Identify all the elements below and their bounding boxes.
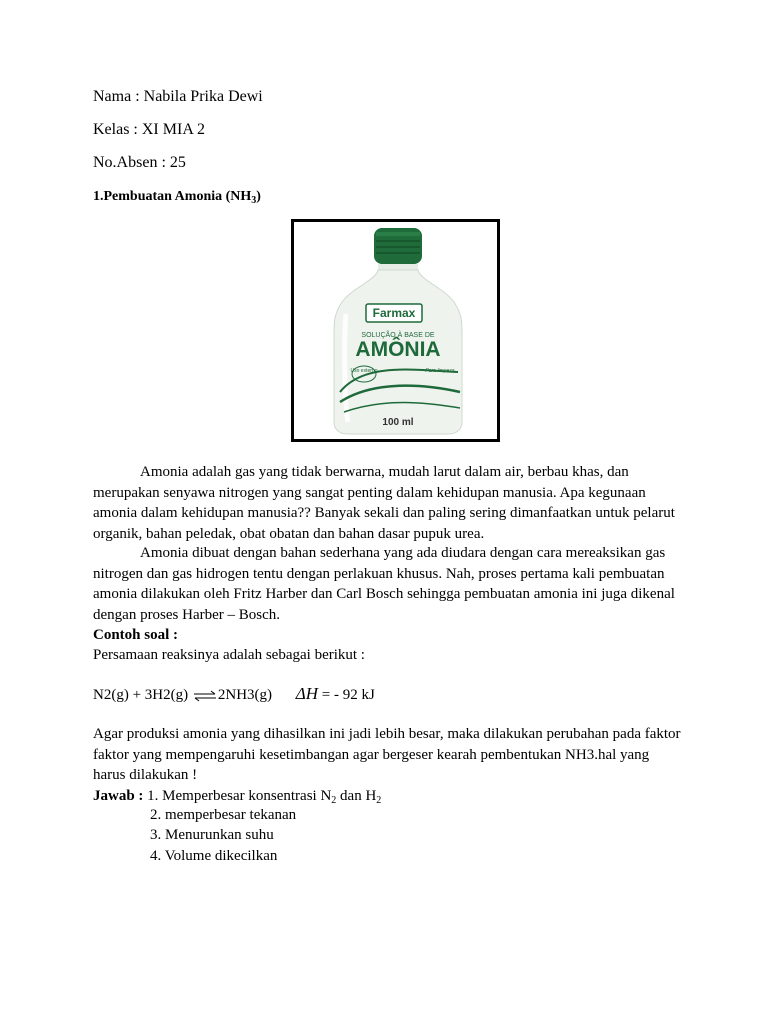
product-name: AMÔNIA [355,338,441,361]
section-title-close: ) [256,189,261,204]
equation-products: 2NH3(g) [217,687,273,703]
jawab-label: Jawab : [93,788,144,804]
section-title [93,187,261,211]
delta-h-symbol: ΔH [295,684,319,703]
student-class: Kelas : XI MIA 2 [93,121,205,138]
reaction-equation [93,684,375,705]
brand-text: Farmax [372,306,416,320]
ammonia-bottle-figure [291,219,500,442]
jawab-first-mid: dan H [336,788,377,804]
answer-item: 3. Menurunkan suhu [150,827,274,844]
ammonia-bottle-image [294,222,497,439]
usage-note: Para limpeza [425,368,455,374]
usage-badge: Uso externo [350,368,378,374]
jawab-first-text: 1. Memperbesar konsentrasi N [143,788,332,804]
equilibrium-arrows-icon [193,690,217,702]
volume-label: 100 ml [382,417,414,428]
delta-h-value: = - 92 kJ [318,687,375,703]
section-title-subscript: 3 [251,195,257,206]
product-subtitle: SOLUÇÃO À BASE DE [361,332,435,339]
paragraph-1: Amonia adalah gas yang tidak berwarna, mudah larut dalam air, berbau khas, dan merupakan senyawa nitrogen yang sangat penting dalam kehidupan manusia. Apa kegunaan amonia dalam kehidupan manusia?? Banyak sekali dan paling sering dimanfaatkan untuk pelarut organik, bahan peledak, obat obatan dan bahan dasar pupuk urea. [93,464,675,542]
answer-list [150,805,296,866]
jawab-sub-n: 2 [331,795,337,806]
answer-item: 2. memperbesar tekanan [150,807,297,823]
student-number: No.Absen : 25 [93,154,186,171]
contoh-soal-label: Contoh soal : [93,627,179,643]
paragraph-2: Amonia dibuat dengan bahan sederhana yang ada diudara dengan cara mereaksikan gas nitrogen dan gas hidrogen tentu dengan perlakuan khusus. Nah, proses pertama kali pembuatan amonia dilakukan oleh Fritz Harber dan Carl Bosch sehingga pembuatan amonia ini juga dikenal dengan proses Harber – Bosch. [93,545,675,623]
equation-reactants: N2(g) + 3H2(g) [93,687,189,703]
contoh-soal-intro: Persamaan reaksinya adalah sebagai berikut : [93,647,365,663]
section-title-text: 1.Pembuatan Amonia (NH [93,189,252,204]
answer-item: 4. Volume dikecilkan [150,847,278,864]
student-name: Nama : Nabila Prika Dewi [93,88,263,105]
question-paragraph: Agar produksi amonia yang dihasilkan ini jadi lebih besar, maka dilakukan perubahan pada faktor faktor yang mempengaruhi kesetimbangan agar bergeser kearah pembentukan NH3.hal yang harus dilakukan ! [93,726,681,783]
jawab-sub-h: 2 [376,795,382,806]
